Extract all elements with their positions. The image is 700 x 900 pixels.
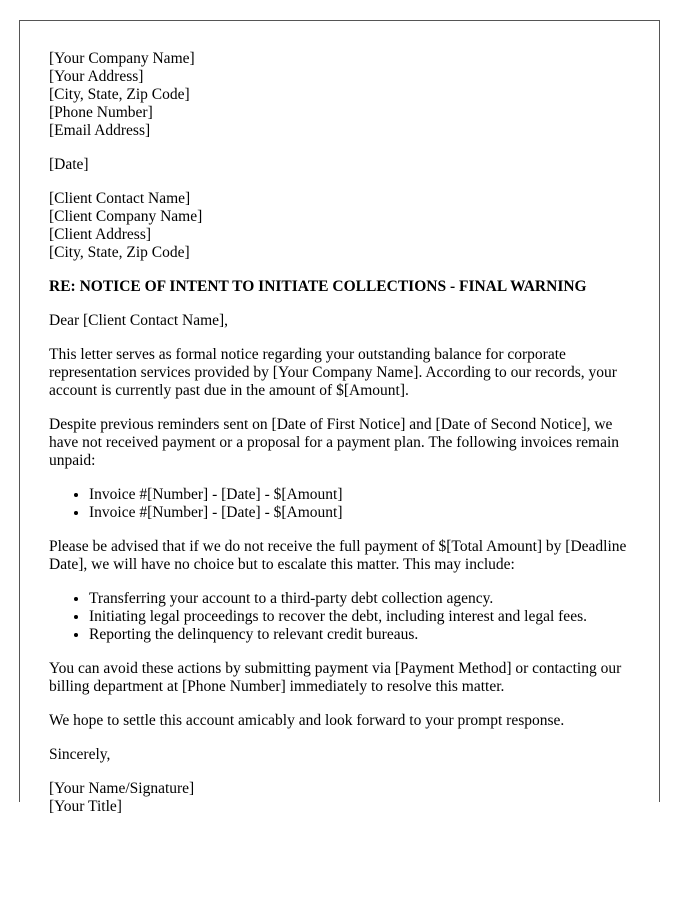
- recipient-block: [49, 190, 639, 262]
- recipient-contact-name: [Client Contact Name]: [49, 190, 191, 207]
- paragraph-closing-hope: We hope to settle this account amicably and look forward to your prompt response.: [49, 712, 565, 729]
- list-item: • Initiating legal proceedings to recover the debt, including interest and legal fees.: [89, 608, 639, 626]
- recipient-city-state-zip: [City, State, Zip Code]: [49, 244, 190, 261]
- sender-address: [Your Address]: [49, 68, 144, 85]
- sender-block: [49, 50, 639, 140]
- signoff: Sincerely,: [49, 746, 111, 763]
- sender-city-state-zip: [City, State, Zip Code]: [49, 86, 190, 103]
- action-list: [49, 590, 639, 644]
- list-item: • Invoice #[Number] - [Date] - $[Amount]: [89, 486, 639, 504]
- recipient-address: [Client Address]: [49, 226, 152, 243]
- paragraph-avoid: You can avoid these actions by submitting payment via [Payment Method] or contacting our billing department at [Phone Number] immediately to resolve this matter.: [49, 660, 622, 695]
- list-item: • Reporting the delinquency to relevant credit bureaus.: [89, 626, 639, 644]
- recipient-company: [Client Company Name]: [49, 208, 203, 225]
- paragraph-reminders: Despite previous reminders sent on [Date of First Notice] and [Date of Second Notice], we have not received payment or a proposal for a payment plan. The following invoices remain unpaid:: [49, 416, 620, 469]
- letter-date: [Date]: [49, 156, 89, 173]
- subject-line: RE: NOTICE OF INTENT TO INITIATE COLLECTIONS - FINAL WARNING: [49, 278, 587, 295]
- letter-body: [49, 50, 639, 832]
- signature-name: [Your Name/Signature]: [49, 780, 195, 797]
- paragraph-intro: This letter serves as formal notice regarding your outstanding balance for corporate representation services provided by [Your Company Name]. According to our records, your account is currently past due in the amount of $[Amount].: [49, 346, 617, 399]
- letter-page: [19, 20, 660, 815]
- sender-phone: [Phone Number]: [49, 104, 153, 121]
- sender-company: [Your Company Name]: [49, 50, 195, 67]
- salutation: Dear [Client Contact Name],: [49, 312, 229, 329]
- list-item: • Invoice #[Number] - [Date] - $[Amount]: [89, 504, 639, 522]
- signature-title: [Your Title]: [49, 798, 122, 815]
- sender-email: [Email Address]: [49, 122, 151, 139]
- signature-block: [49, 780, 639, 816]
- list-item: • Transferring your account to a third-party debt collection agency.: [89, 590, 639, 608]
- paragraph-warning: Please be advised that if we do not receive the full payment of $[Total Amount] by [Deadline Date], we will have no choice but to escalate this matter. This may include:: [49, 538, 627, 573]
- invoice-list: [49, 486, 639, 522]
- date-block: [49, 156, 639, 174]
